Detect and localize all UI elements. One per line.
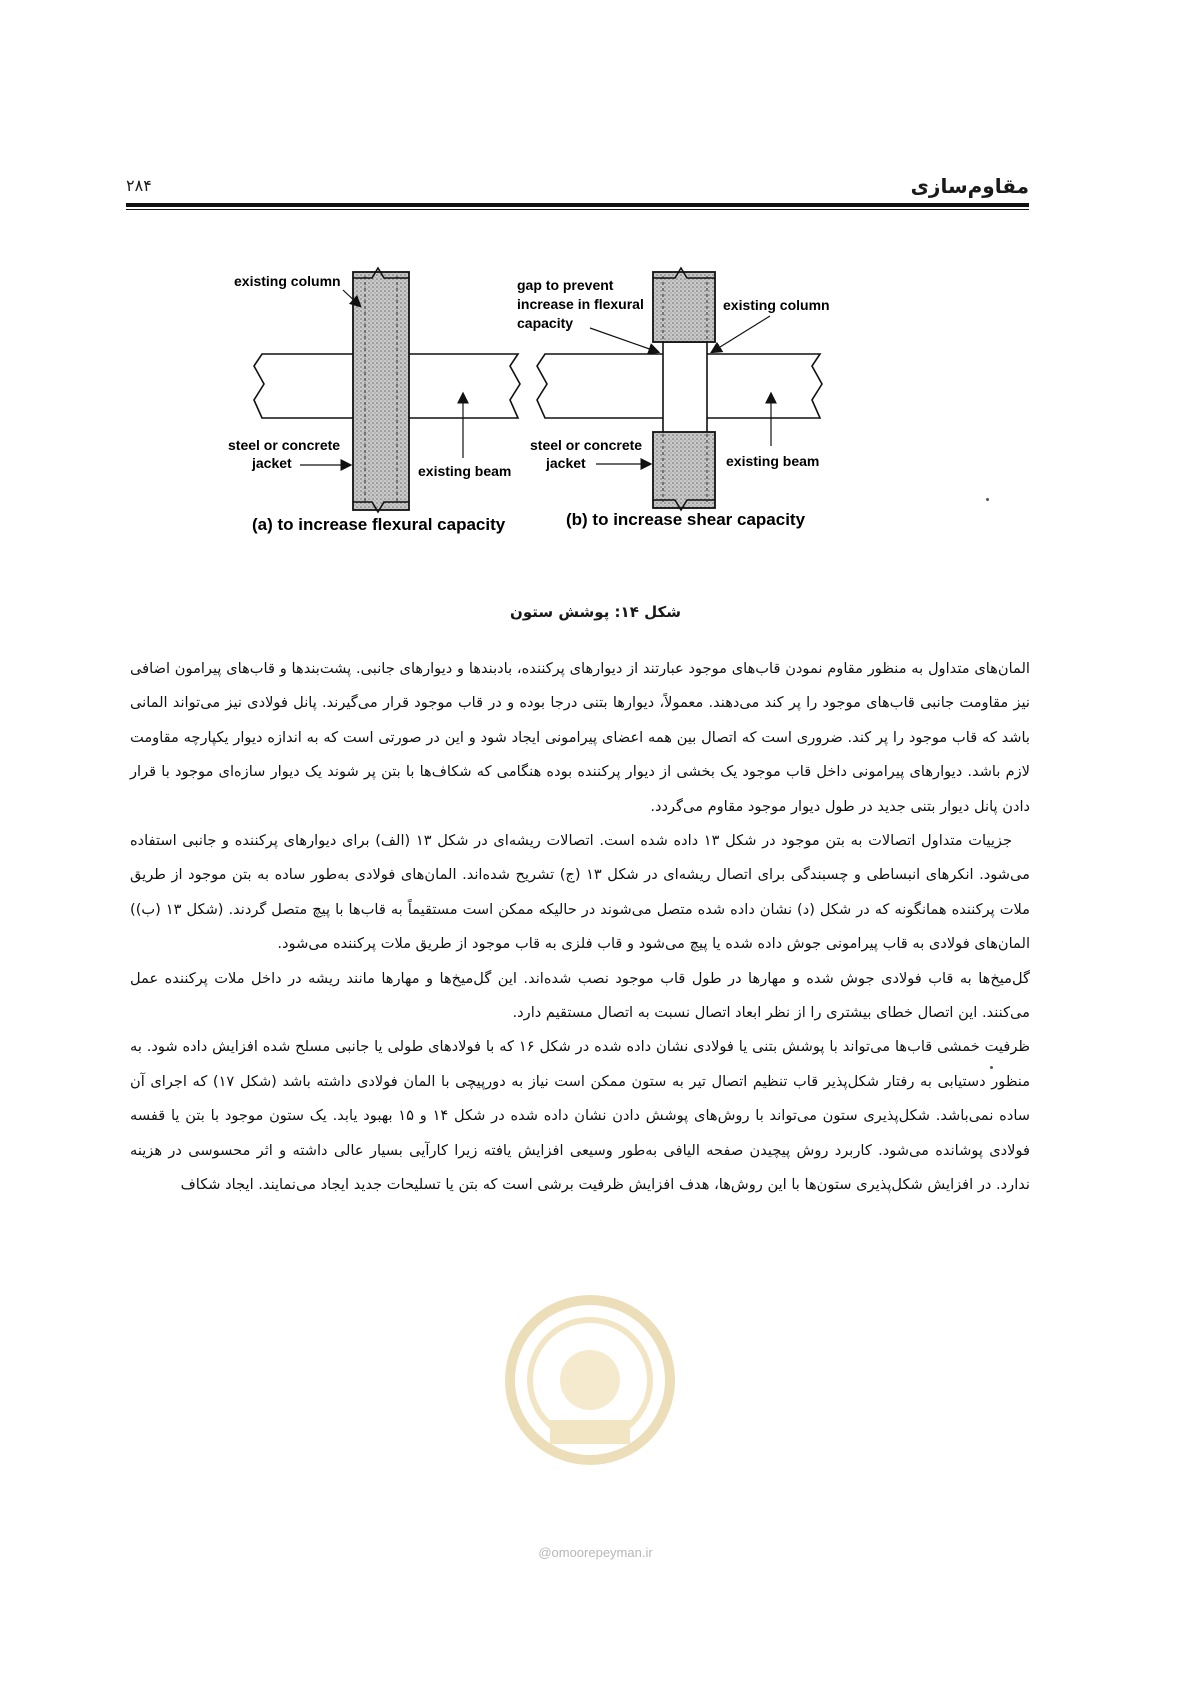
column-core-b (663, 342, 707, 438)
label-jacket-b-1: steel or concrete (530, 437, 643, 453)
watermark-url: @omoorepeyman.ir (538, 1545, 653, 1560)
jacket-a (353, 272, 409, 510)
label-existing-beam-a: existing beam (418, 463, 512, 479)
page-number: ۲۸۴ (126, 176, 152, 195)
label-jacket-b-2: jacket (546, 455, 586, 471)
scan-speck (986, 498, 989, 501)
jacket-lower-b (653, 432, 715, 508)
label-existing-beam-b: existing beam (726, 453, 820, 469)
header-rule-thick (126, 203, 1029, 207)
label-jacket-a-1: steel or concrete (228, 437, 341, 453)
paragraph: ظرفیت خمشی قاب‌ها می‌تواند با پوشش بتنی یا فولادی نشان داده شده در شکل ۱۶ که با فولادهای طولی یا جانبی مسلح شده افزایش داده شود. به منظور دستیابی به رفتار شکل‌پذیر قاب تنظیم اتصال تیر به ستون ممکن است نیاز به دورپیچی با المان فولادی داشته باشد (شکل ۱۷) که اجرای آن ساده نمی‌باشد. شکل‌پذیری ستون می‌تواند با روش‌های پوشش دادن نشان داده شده در شکل ۱۴ و ۱۵ بهبود یابد. یک ستون موجود با بتن یا قفسه فولادی پوشانده می‌شود. کاربرد روش پیچیدن صفحه الیافی به‌طور وسیعی افزایش یافته زیرا کارآیی بسیار عالی داشته و اثر محسوسی در هزینه ندارد. در افزایش شکل‌پذیری ستون‌ها با این روش‌ها، هدف افزایش ظرفیت برشی است که بتن یا تسلیحات جدید ایجاد می‌نمایند. ایجاد شکاف (130, 1038, 1031, 1194)
label-gap-b-1: gap to prevent (517, 277, 614, 293)
jacket-upper-b (653, 272, 715, 342)
label-jacket-a-2: jacket (252, 455, 292, 471)
column-jacketing-figure (220, 273, 920, 582)
label-gap-b-2: increase in flexural (517, 296, 644, 312)
body-text (130, 652, 1030, 1203)
figure-caption: شکل ۱۴: پوشش ستون (510, 603, 681, 621)
header-rule-thin (126, 209, 1029, 210)
chapter-title: مقاوم‌سازی (910, 174, 1029, 198)
scan-speck (990, 1066, 993, 1069)
paragraph: گل‌میخ‌ها به قاب فولادی جوش شده و مهارها در طول قاب موجود نصب شده‌اند. این گل‌میخ‌ها و مهارها مانند ریشه در داخل ملات پرکننده عمل می‌کنند. این اتصال خطای بیشتری را از نظر ابعاد اتصال نسبت به اتصال مستقیم دارد. (130, 969, 1030, 1022)
panel-b (517, 268, 830, 529)
paragraph: جزییات متداول اتصالات به بتن موجود در شکل ۱۳ داده شده است. اتصالات ریشه‌ای در شکل ۱۳ (الف) برای دیوارهای پرکننده و جانبی استفاده می‌شود. انکرهای انبساطی و چسبندگی برای اتصال ریشه‌ای در شکل ۱۳ (ج) تشریح شده‌اند. المان‌های فولادی به‌طور ساده به بتن موجود از طریق ملات پرکننده همانگونه که در شکل (د) نشان داده شده متصل می‌شوند در حالیکه ممکن است مستقیماً به قاب‌ها با پیچ متصل گردند. (شکل ۱۳ (ب)) المان‌های فولادی به قاب پیرامونی جوش داده شده یا پیچ می‌شود و قاب فلزی به قاب موجود از طریق ملات پرکننده می‌شود. (130, 832, 1030, 953)
figure-drawing (220, 273, 920, 582)
label-existing-column-b: existing column (723, 297, 830, 313)
caption-b: (b) to increase shear capacity (566, 510, 806, 529)
caption-a: (a) to increase flexural capacity (252, 515, 506, 534)
label-existing-column-a: existing column (234, 273, 341, 289)
label-gap-b-3: capacity (517, 315, 574, 331)
watermark-logo (490, 1290, 690, 1480)
paragraph: المان‌های متداول به منظور مقاوم نمودن قاب‌های موجود عبارتند از دیوارهای پرکننده، بادبندها و دیوارهای جانبی. پشت‌بندها و قاب‌های پیرامون اضافی نیز مقاومت جانبی قاب‌های موجود را پر کند می‌دهند. معمولاً، دیوارها بتنی درجا بوده و در قاب موجود قرار می‌گیرند. پانل فولادی نیز می‌تواند المانی باشد که قاب موجود را پر کند. ضروری است که اتصال بین همه اعضای پیرامونی ایجاد شود و این در صورتی است که به اندازه دیوار یکپارچه مقاومت لازم باشد. دیوارهای پیرامونی داخل قاب موجود یک بخشی از دیوار پرکننده بوده هنگامی که شکاف‌ها با بتن پر شوند یک دیوار سازه‌ای موجود با قرار دادن پانل دیوار بتنی جدید در طول دیوار موجود مقاوم می‌گردد. (130, 660, 1030, 815)
panel-a (228, 268, 520, 534)
